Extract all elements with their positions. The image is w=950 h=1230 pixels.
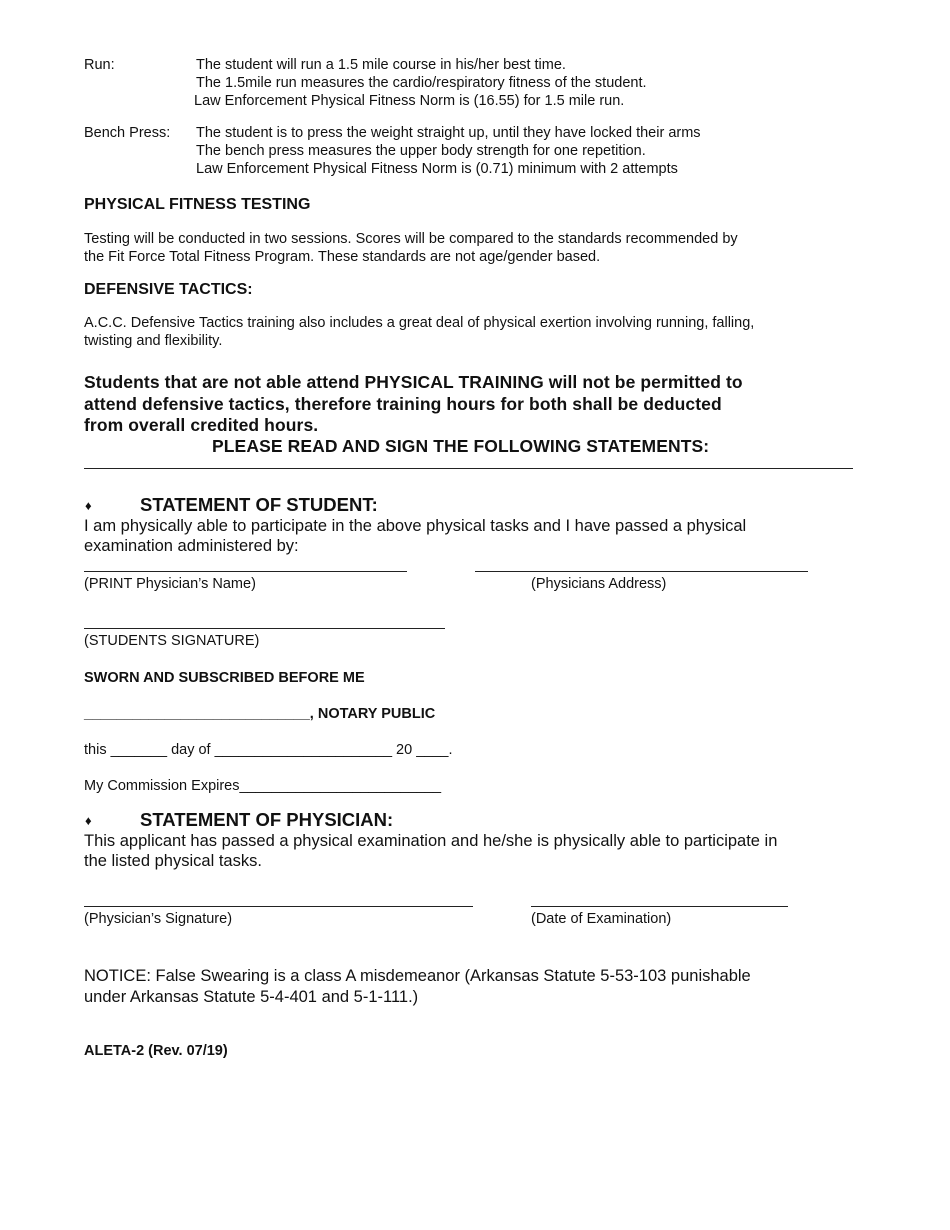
bench-press-label: Bench Press:: [84, 125, 171, 141]
physician-signature-line[interactable]: [84, 906, 473, 907]
run-description: [196, 56, 647, 110]
physician-name-signature-line[interactable]: [84, 571, 407, 572]
defensive-tactics-heading: DEFENSIVE TACTICS:: [84, 281, 253, 298]
student-statement-line-1: I am physically able to participate in the above physical tasks and I have passed a physical: [84, 517, 747, 535]
notary-date-line[interactable]: this _______ day of ______________________ 20 ____.: [84, 742, 453, 758]
sworn-subscribed-heading: SWORN AND SUBSCRIBED BEFORE ME: [84, 670, 365, 686]
notary-public-line[interactable]: ____________________________, NOTARY PUBLIC: [84, 706, 436, 722]
student-signature-caption: (STUDENTS SIGNATURE): [84, 633, 260, 649]
bench-line-2: The bench press measures the upper body strength for one repetition.: [196, 143, 646, 159]
notice-line-1: NOTICE: False Swearing is a class A misdemeanor (Arkansas Statute 5-53-103 punishable: [84, 967, 751, 985]
dt-line-1: A.C.C. Defensive Tactics training also includes a great deal of physical exertion involving running, falling,: [84, 315, 755, 331]
warning-line-3: from overall credited hours.: [84, 415, 319, 435]
statement-of-physician-heading: STATEMENT OF PHYSICIAN:: [140, 809, 394, 830]
run-label: Run:: [84, 57, 115, 73]
warning-line-1: Students that are not able attend PHYSICAL TRAINING will not be permitted to: [84, 372, 743, 392]
dt-line-2: twisting and flexibility.: [84, 333, 223, 349]
bench-press-description: [196, 124, 701, 178]
statement-of-student-heading: STATEMENT OF STUDENT:: [140, 494, 378, 515]
read-and-sign-instruction: PLEASE READ AND SIGN THE FOLLOWING STATEMENTS:: [212, 436, 710, 456]
run-line-2: The 1.5mile run measures the cardio/respiratory fitness of the student.: [196, 75, 647, 91]
notice-line-2: under Arkansas Statute 5-4-401 and 5-1-111.): [84, 988, 419, 1006]
examination-date-line[interactable]: [531, 906, 788, 907]
bench-line-3: Law Enforcement Physical Fitness Norm is (0.71) minimum with 2 attempts: [196, 161, 678, 177]
commission-expires-line[interactable]: My Commission Expires_________________________: [84, 778, 442, 794]
pft-line-2: the Fit Force Total Fitness Program. These standards are not age/gender based.: [84, 249, 601, 265]
section-divider: [84, 468, 853, 469]
physician-address-caption: (Physicians Address): [531, 576, 667, 592]
bench-line-1: The student is to press the weight straight up, until they have locked their arms: [196, 125, 701, 141]
warning-line-2: attend defensive tactics, therefore training hours for both shall be deducted: [84, 393, 722, 414]
student-signature-line[interactable]: [84, 628, 445, 629]
run-line-1: The student will run a 1.5 mile course in his/her best time.: [196, 57, 566, 73]
form-id: ALETA-2 (Rev. 07/19): [84, 1043, 228, 1059]
pft-line-1: Testing will be conducted in two sessions. Scores will be compared to the standards recommended by: [84, 231, 738, 247]
physician-statement-line-1: This applicant has passed a physical examination and he/she is physically able to participate in: [84, 832, 778, 850]
student-bullet-icon: ♦: [85, 498, 92, 513]
student-statement-line-2: examination administered by:: [84, 537, 299, 555]
physical-fitness-testing-heading: PHYSICAL FITNESS TESTING: [84, 196, 311, 213]
physician-name-caption: (PRINT Physician’s Name): [84, 576, 256, 592]
physician-bullet-icon: ♦: [85, 813, 92, 828]
run-line-3: Law Enforcement Physical Fitness Norm is (16.55) for 1.5 mile run.: [194, 93, 625, 109]
physician-statement-line-2: the listed physical tasks.: [84, 852, 262, 870]
examination-date-caption: (Date of Examination): [531, 911, 672, 927]
physician-address-signature-line[interactable]: [475, 571, 808, 572]
physician-signature-caption: (Physician’s Signature): [84, 911, 233, 927]
